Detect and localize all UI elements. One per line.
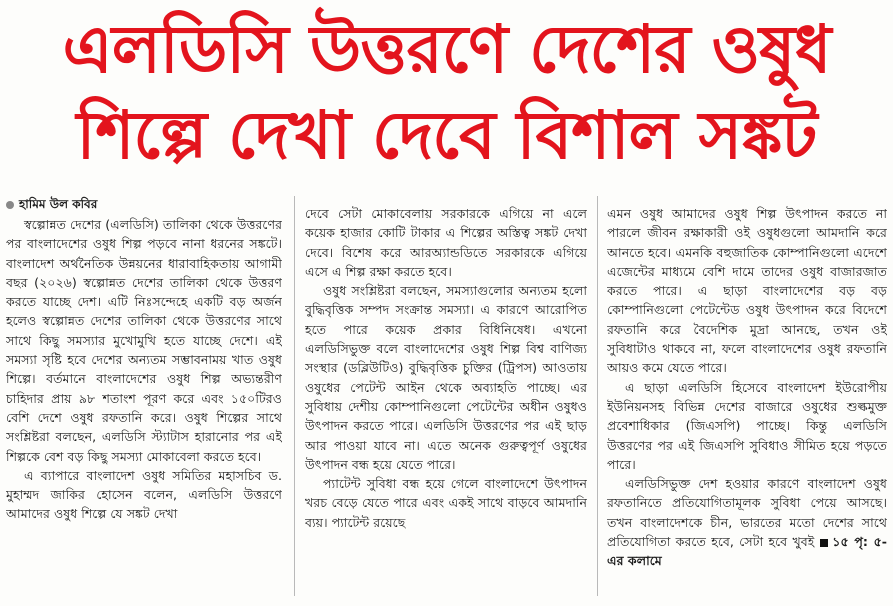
byline-text: হামিম উল কবির (19, 197, 98, 211)
column-divider (294, 196, 295, 596)
headline-line-2: শিল্পে দেখা দেবে বিশাল সঙ্কট (76, 97, 817, 174)
paragraph: দেবে সেটা মোকাবেলায় সরকারকে এগিয়ে না এলে কয়েক হাজার কোটি টাকার এ শিল্পের অস্তিত্ব সঙ্কট দেখা দেবে। বিশেষ করে আরঅ্যান্ডডিতে সরকারকে এগিয়ে এসে এ শিল্প রক্ষা করতে হবে। (305, 206, 587, 279)
paragraph: প্যাটেন্ট সুবিধা বন্ধ হয়ে গেলে বাংলাদেশে উৎপাদন খরচ বেড়ে যেতে পারে এবং একই সাথে বাড়বে আমদানি ব্যয়। প্যাটেন্ট রয়েছে (305, 476, 587, 530)
headline-line-1: এলডিসি উত্তরণে দেশের ওষুধ (62, 11, 831, 88)
continuation-text: ১৫ পৃ: ৫-এর কলামে (607, 534, 887, 569)
article-column-2 (305, 204, 587, 606)
byline (6, 196, 282, 212)
paragraph: এমন ওষুধ আমাদের ওষুধ শিল্প উৎপাদন করতে না পারলে জীবন রক্ষাকারী ওই ওষুধগুলো আমদানি করে আনতে হবে। এমনকি বহুজাতিক কোম্পানিগুলো এদেশে এজেন্টের মাধ্যমে বেশি দামে তাদের ওষুধ বাজারজাত করতে পারে। এ ছাড়া বাংলাদেশের বড় বড় কোম্পানিগুলো পেটেন্টেড ওষুধ উৎপাদন করে বিদেশে রফতানি করে বৈদেশিক মুদ্রা আনছে, তখন ওই সুবিধাটাও থাকবে না, ফলে বাংলাদেশের ওষুধ রফতানি আয়ও কমে যেতে পারে। (607, 206, 887, 376)
paragraph: ওষুধ সংশ্লিষ্টরা বলছেন, সমস্যাগুলোর অন্যতম হলো বুদ্ধিবৃত্তিক সম্পদ সংক্রান্ত সমস্যা। এ কারণে আরোপিত হতে পারে কয়েক প্রকার বিধিনিষেধ। এখনো এলডিসিভুক্ত বলে বাংলাদেশের ওষুধ শিল্প বিশ্ব বাণিজ্য সংস্থার (ডব্লিউটিও) বুদ্ধিবৃত্তিক চুক্তির (ট্রিপস) আওতায় ওষুধের পেটেন্ট আইন থেকে অব্যাহতি পাচ্ছে। এর সুবিধায় দেশীয় কোম্পানিগুলো পেটেন্টের অধীন ওষুধও উৎপাদন করতে পারে। এলডিসি উত্তরণের পর এই ছাড় আর পাওয়া যাবে না। এতে অনেক গুরুত্বপূর্ণ ওষুধের উৎপাদন বন্ধ হয়ে যেতে পারে। (305, 283, 587, 472)
column-divider (597, 196, 598, 596)
article-column-3 (607, 204, 887, 606)
paragraph (607, 474, 887, 570)
paragraph-text: এলডিসিভুক্ত দেশ হওয়ার কারণে বাংলাদেশ ওষুধ রফতানিতে প্রতিযোগিতামূলক সুবিধা পেয়ে আসছে। তখন বাংলাদেশকে চীন, ভারতের মতো দেশের সাথে প্রতিযোগিতা করতে হবে, সেটা হবে খুবই (607, 476, 887, 550)
article-column-1 (6, 196, 282, 598)
paragraph: এ ছাড়া এলডিসি হিসেবে বাংলাদেশ ইউরোপীয় ইউনিয়নসহ বিভিন্ন দেশের বাজারে ওষুধের শুল্কমুক্ত প্রবেশাধিকার (জিএসপি) পাচ্ছে। কিন্তু এলডিসি উত্তরণের পর এই জিএসপি সুবিধাও সীমিত হয়ে পড়তে পারে। (607, 379, 887, 472)
square-bullet-icon (820, 539, 828, 547)
bullet-icon (6, 201, 14, 209)
paragraph: স্বল্পোন্নত দেশের (এলডিসি) তালিকা থেকে উত্তরণের পর বাংলাদেশের ওষুধ শিল্প পড়বে নানা ধরনের সঙ্কটে। বাংলাদেশ অর্থনৈতিক উন্নয়নের ধারাবাহিকতায় আগামী বছর (২০২৬) স্বল্পোন্নত দেশের তালিকা থেকে উত্তরণ করতে যাচ্ছে দেশ। এটি নিঃসন্দেহে একটি বড় অর্জন হলেও স্বল্পোন্নত দেশের তালিকা থেকে উত্তরণের সাথে সাথে কিছু সমস্যার মুখোমুখি হতে যাচ্ছে দেশে। এই সমস্যা সৃষ্টি হবে দেশের অন্যতম সম্ভাবনাময় খাত ওষুধ শিল্পে। বর্তমানে বাংলাদেশের ওষুধ শিল্প অভ্যন্তরীণ চাহিদার প্রায় ৯৮ শতাংশ পূরণ করে এবং ১৫০টিরও বেশি দেশে ওষুধ রফতানি করে। ওষুধ শিল্পের সাথে সংশ্লিষ্টরা বলছেন, এলডিসি স্ট্যাটাস হারানোর পর এই শিল্পকে বেশ বড় কিছু সমস্যা মোকাবেলা করতে হবে। (6, 217, 282, 464)
paragraph: এ ব্যাপারে বাংলাদেশ ওষুধ সমিতির মহাসচিব ড. মুহাম্মদ জাকির হোসেন বলেন, এলডিসি উত্তরণে আমাদের ওষুধ শিল্পে যে সঙ্কট দেখা (6, 467, 282, 522)
